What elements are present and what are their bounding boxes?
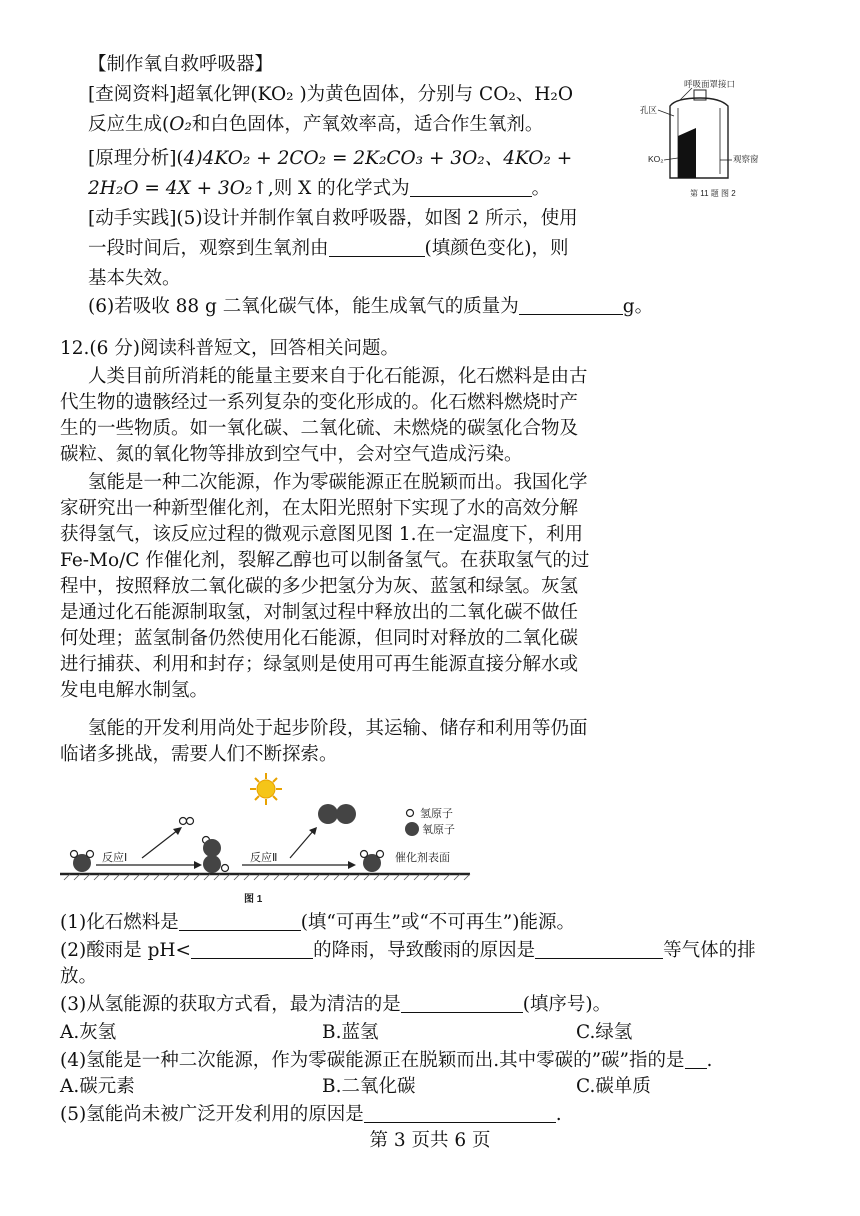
answer-blank[interactable] — [179, 910, 301, 931]
answer-blank[interactable] — [364, 1102, 556, 1123]
label-mask-interface: 呼吸面罩接口 — [684, 79, 736, 89]
reaction-2-label: 反应Ⅱ — [250, 852, 278, 864]
answer-blank[interactable] — [410, 176, 532, 197]
question-2-cont: 放。 — [60, 966, 98, 987]
figure-2-caption: 第 11 题 图 2 — [690, 189, 736, 198]
paragraph-line: 进行捕获、利用和封存；绿氢则是使用可再生能源直接分解水或 — [60, 654, 579, 675]
label-ko2: KO₂ — [648, 154, 664, 164]
paragraph-line: Fe-Mo/C 作催化剂，裂解乙醇也可以制备氢气。在获取氢气的过 — [60, 550, 590, 571]
label-hole: 孔区 — [640, 105, 658, 115]
answer-blank[interactable] — [329, 236, 425, 257]
answer-blank[interactable] — [535, 938, 663, 959]
option-b: B.蓝氢 — [322, 1022, 379, 1043]
text-line: 反应生成(O₂和白色固体，产氧效率高，适合作生氧剂。 — [88, 114, 544, 135]
legend-oxygen-label: 氧原子 — [422, 824, 455, 836]
oxygen-atom-legend-icon — [405, 822, 419, 836]
figure-1-water-splitting — [60, 772, 480, 908]
water-molecule — [361, 851, 384, 873]
option-b: B.二氧化碳 — [322, 1076, 416, 1097]
figure-2-respirator — [640, 76, 790, 206]
paragraph-line: 临诸多挑战，需要人们不断探索。 — [60, 744, 338, 765]
hydrogen-molecule — [180, 818, 194, 825]
text-line: 基本失效。 — [88, 268, 181, 289]
question-4: (4)氢能是一种二次能源，作为零碳能源正在脱颖而出.其中零碳的”碳”指的是 . — [60, 1050, 713, 1071]
answer-blank[interactable] — [401, 992, 523, 1013]
paragraph-line: 家研究出一种新型催化剂，在太阳光照射下实现了水的高效分解 — [60, 498, 579, 519]
figure-1-caption: 图 1 — [244, 894, 263, 905]
sun-icon — [250, 773, 282, 805]
option-a: A.碳元素 — [60, 1076, 135, 1097]
oxygen-molecule — [318, 804, 356, 824]
paragraph-line: 获得氢气，该反应过程的微观示意图见图 1.在一定温度下，利用 — [60, 524, 584, 545]
question-title: 12.(6 分)阅读科普短文，回答相关问题。 — [60, 338, 400, 359]
question-1: (1)化石燃料是 (填“可再生”或“不可再生”)能源。 — [60, 912, 575, 933]
section-heading: 【制作氧自救呼吸器】 — [88, 54, 274, 75]
answer-blank[interactable] — [191, 938, 313, 959]
equation-line: 2H₂O = 4X + 3O₂↑,则 X 的化学式为 。 — [88, 178, 551, 199]
paragraph-line: 碳粒、氮的氧化物等排放到空气中，会对空气造成污染。 — [60, 444, 523, 465]
answer-blank[interactable] — [519, 294, 623, 315]
paragraph-line: 程中，按照释放二氧化碳的多少把氢分为灰、蓝氢和绿氢。灰氢 — [60, 576, 579, 597]
text-line: (6)若吸收 88 g 二氧化碳气体，能生成氧气的质量为 g。 — [88, 296, 654, 317]
paragraph-line: 人类目前所消耗的能量主要来自于化石能源，化石燃料是由古 — [88, 366, 588, 387]
legend-hydrogen-label: 氢原子 — [420, 808, 453, 820]
label-observation-window: 观察窗 — [733, 154, 759, 164]
paragraph-line: 氢能的开发利用尚处于起步阶段，其运输、储存和利用等仍面 — [88, 718, 588, 739]
question-2: (2)酸雨是 pH< 的降雨，导致酸雨的原因是 等气体的排 — [60, 940, 756, 961]
catalyst-surface-label: 催化剂表面 — [395, 852, 450, 864]
hydrogen-peroxide-molecule — [203, 837, 229, 874]
page-footer: 第 3 页共 6 页 — [369, 1130, 491, 1151]
paragraph-line: 生的一些物质。如一氧化碳、二氧化硫、未燃烧的碳氢化合物及 — [60, 418, 579, 439]
option-c: C.绿氢 — [576, 1022, 633, 1043]
question-3: (3)从氢能源的获取方式看，最为清洁的是 (填序号)。 — [60, 994, 612, 1015]
water-molecule — [71, 851, 94, 873]
paragraph-line: 代生物的遗骸经过一系列复杂的变化形成的。化石燃料燃烧时产 — [60, 392, 579, 413]
answer-blank[interactable] — [685, 1048, 707, 1069]
reaction-1-label: 反应Ⅰ — [102, 852, 128, 864]
paragraph-line: 是通过化石能源制取氢，对制氢过程中释放出的二氧化碳不做任 — [60, 602, 579, 623]
option-a: A.灰氢 — [60, 1022, 117, 1043]
text-line: [动手实践](5)设计并制作氧自救呼吸器，如图 2 所示，使用 — [88, 208, 578, 229]
option-c: C.碳单质 — [576, 1076, 651, 1097]
text-line: [查阅资料]超氧化钾(KO₂ )为黄色固体，分别与 CO₂、H₂O — [88, 84, 573, 105]
paragraph-line: 发电电解水制氢。 — [60, 680, 209, 701]
paragraph-line: 何处理；蓝氢制备仍然使用化石能源，但同时对释放的二氧化碳 — [60, 628, 579, 649]
paragraph-line: 氢能是一种二次能源，作为零碳能源正在脱颖而出。我国化学 — [88, 472, 588, 493]
hydrogen-atom-legend-icon — [407, 810, 414, 817]
text-line: 一段时间后，观察到生氧剂由 (填颜色变化)，则 — [88, 238, 569, 259]
question-5: (5)氢能尚未被广泛开发利用的原因是 . — [60, 1104, 562, 1125]
equation-line: [原理分析](4)4KO₂ + 2CO₂ = 2K₂CO₃ + 3O₂、4KO₂ + — [88, 148, 573, 169]
